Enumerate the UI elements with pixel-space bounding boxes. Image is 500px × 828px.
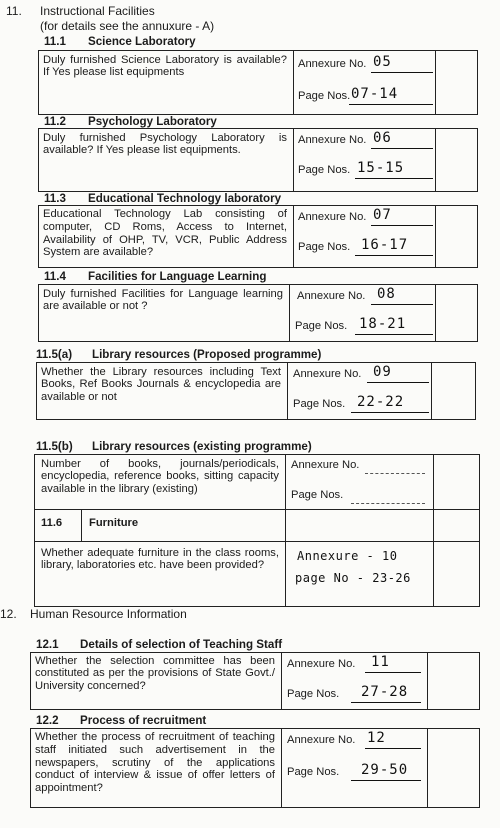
annexure-label-11-2: Annexure No. xyxy=(298,134,367,146)
question-11-2: Duly furnished Psychology Laboratory is available? If Yes please list equipments. xyxy=(43,132,287,157)
page-value-11-4: 18-21 xyxy=(359,316,407,332)
annexure-label-11-4: Annexure No. xyxy=(297,290,366,302)
annexure-value-12-1: 11 xyxy=(371,654,390,670)
page-value-11-2: 15-15 xyxy=(357,160,405,176)
table-11-3 xyxy=(38,205,478,268)
section-title-instructional-facilities: Instructional Facilities xyxy=(40,4,155,18)
subsection-title-11-2: 11.2 Psychology Laboratory xyxy=(44,115,217,128)
annexure-label-11-5b: Annexure No. xyxy=(291,459,360,471)
section-note-annexure: (for details see the annuxure - A) xyxy=(40,19,215,33)
question-11-1: Duly furnished Science Laboratory is available? If Yes please list equipments xyxy=(43,54,287,79)
annexure-label-11-3: Annexure No. xyxy=(298,211,367,223)
table-11-1 xyxy=(38,50,478,115)
annexure-label-12-1: Annexure No. xyxy=(287,658,356,670)
annexure-value-11-4: 08 xyxy=(377,286,396,302)
annexure-label-11-5a: Annexure No. xyxy=(293,368,362,380)
table-11-4 xyxy=(38,284,478,342)
annexure-handwritten-11-6: Annexure - 10 xyxy=(297,549,398,563)
annexure-value-11-5a: 09 xyxy=(373,364,392,380)
section-title-human-resource: Human Resource Information xyxy=(30,607,187,621)
table-11-5b-11-6 xyxy=(34,454,480,607)
subsection-title-11-6: Furniture xyxy=(89,517,139,529)
question-11-5b: Number of books, journals/periodicals, encyclopedia, reference books, sitting capacity available in the library (existing) xyxy=(41,458,279,495)
subsection-title-11-1: 11.1 Science Laboratory xyxy=(44,35,196,48)
subsection-title-11-5a: 11.5(a) Library resources (Proposed programme) xyxy=(36,348,322,361)
page-value-12-2: 29-50 xyxy=(361,762,409,778)
subsection-title-12-1: 12.1 Details of selection of Teaching Staff xyxy=(36,638,283,651)
annexure-value-11-2: 06 xyxy=(373,130,392,146)
page-handwritten-11-6: page No - 23-26 xyxy=(295,571,411,585)
page-value-11-1: 07-14 xyxy=(351,86,399,102)
page-label-11-5a: Page Nos. xyxy=(293,398,346,410)
annexure-value-11-3: 07 xyxy=(373,207,392,223)
annexure-label-11-1: Annexure No. xyxy=(298,58,367,70)
annexure-value-12-2: 12 xyxy=(367,730,386,746)
page-label-12-2: Page Nos. xyxy=(287,766,340,778)
subsection-number-11-6: 11.6 xyxy=(41,517,63,529)
question-12-2: Whether the process of recruitment of teaching staff initiated such advertisement in the newspapers, scrutiny of the applications conduct of interview & issue of offer letters of appointment? xyxy=(35,731,275,795)
question-11-5a: Whether the Library resources including Text Books, Ref Books Journals & encyclopedia are available or not xyxy=(41,366,281,403)
annexure-label-12-2: Annexure No. xyxy=(287,734,356,746)
page-label-12-1: Page Nos. xyxy=(287,688,340,700)
page-label-11-3: Page Nos. xyxy=(298,241,351,253)
page-value-12-1: 27-28 xyxy=(361,684,409,700)
table-11-5a xyxy=(36,362,476,420)
page-label-11-5b: Page Nos. xyxy=(291,489,344,501)
section-number-11: 11. xyxy=(6,4,22,18)
page-value-11-3: 16-17 xyxy=(361,237,409,253)
table-12-2 xyxy=(30,728,480,808)
subsection-title-11-4: 11.4 Facilities for Language Learning xyxy=(44,270,267,283)
annexure-value-11-1: 05 xyxy=(373,54,392,70)
page-label-11-4: Page Nos. xyxy=(295,320,348,332)
subsection-title-11-3: 11.3 Educational Technology laboratory xyxy=(44,192,282,205)
subsection-title-11-5b: 11.5(b) Library resources (existing programme) xyxy=(36,440,312,453)
page-value-11-5a: 22-22 xyxy=(357,394,405,410)
page-label-11-2: Page Nos. xyxy=(298,164,351,176)
question-11-3: Educational Technology Lab consisting of computer, CD Roms, Access to Internet, Availability of OHP, TV, VCR, Public Address System are available? xyxy=(43,208,287,259)
question-11-4: Duly furnished Facilities for Language learning are available or not ? xyxy=(43,288,283,313)
subsection-title-12-2: 12.2 Process of recruitment xyxy=(36,714,207,727)
table-12-1 xyxy=(30,652,480,710)
question-12-1: Whether the selection committee has been constituted as per the provisions of State Govt./ University concerned? xyxy=(35,655,275,692)
section-number-12: 12. xyxy=(0,607,17,621)
page-label-11-1: Page Nos. xyxy=(298,90,351,102)
question-11-6: Whether adequate furniture in the class rooms, library, laboratories etc. have been provided? xyxy=(41,547,279,572)
table-11-2 xyxy=(38,128,478,192)
